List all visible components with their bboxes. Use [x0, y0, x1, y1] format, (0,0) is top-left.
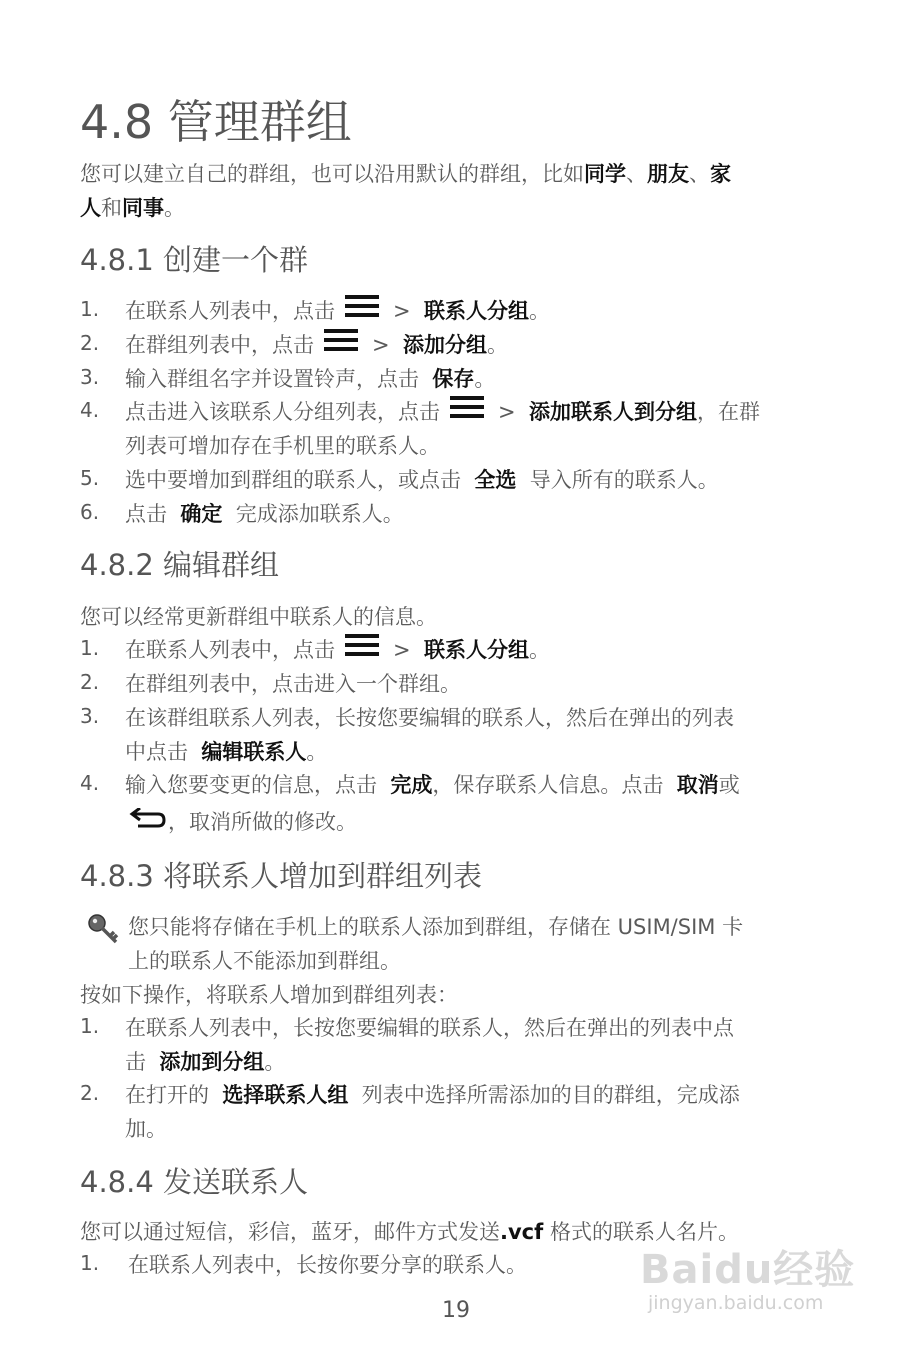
item-text: 点击进入该联系人分组列表，点击 [125, 400, 440, 424]
item-post: 。 [528, 299, 550, 323]
watermark-url: jingyan.baidu.com [648, 1292, 824, 1314]
baidu-watermark [640, 1238, 856, 1314]
item-bold: 添加联系人到分组 [528, 400, 697, 424]
intro-sep: 、 [626, 162, 647, 186]
intro-paragraph [80, 158, 731, 188]
list-item [125, 1079, 740, 1109]
item-text: 选中要增加到群组的联系人，或点击 [125, 468, 461, 492]
item-bold: 取消 [676, 773, 719, 797]
item-text: 在联系人列表中，点击 [125, 299, 335, 323]
list-number: 1. [80, 636, 100, 660]
item-post: 完成添加联系人。 [235, 502, 404, 526]
intro-bold-family-cont: 人 [80, 196, 101, 220]
item-text: 在联系人列表中，点击 [125, 638, 335, 662]
list-number: 5. [80, 466, 100, 490]
menu-icon [345, 295, 379, 322]
watermark-logo-text: Baidu经验 [640, 1247, 856, 1293]
item-bold: 完成 [390, 773, 433, 797]
chevron-text: > [393, 299, 411, 323]
note-text: 您只能将存储在手机上的联系人添加到群组，存储在 USIM/SIM 卡 [128, 915, 744, 939]
item-post: 。 [474, 367, 496, 391]
item-text: ，取消所做的修改。 [168, 810, 357, 834]
list-number: 1. [80, 297, 100, 321]
list-item [125, 329, 508, 360]
section-heading-send: 4.8.4 发送联系人 [80, 1165, 309, 1199]
list-number: 2. [80, 670, 100, 694]
item-text: 中点击 [125, 740, 188, 764]
item-bold: 联系人分组 [423, 638, 529, 662]
section-intro: 按如下操作，将联系人增加到群组列表： [80, 983, 458, 1007]
back-icon [128, 808, 168, 839]
intro-end: 。 [164, 196, 185, 220]
intro-bold-classmates: 同学 [584, 162, 626, 186]
item-bold: 保存 [432, 367, 475, 391]
item-bold: 确定 [180, 502, 223, 526]
list-item-continuation [125, 1046, 285, 1076]
item-text: 在群组列表中，点击 [125, 333, 314, 357]
section-heading-create: 4.8.1 创建一个群 [80, 243, 309, 277]
item-bold: 添加分组 [402, 333, 487, 357]
key-icon [86, 912, 122, 952]
intro-bold-family: 家 [710, 162, 731, 186]
list-number: 2. [80, 1081, 100, 1105]
section-heading-edit: 4.8.2 编辑群组 [80, 548, 280, 582]
item-post: 或 [718, 773, 740, 797]
item-bold: 全选 [474, 468, 517, 492]
menu-icon [345, 634, 379, 661]
item-post: ，在群 [696, 400, 760, 424]
list-item: 在群组列表中，点击进入一个群组。 [125, 672, 461, 696]
intro-paragraph-line2 [80, 192, 185, 222]
list-number: 2. [80, 331, 100, 355]
list-item [125, 396, 760, 427]
item-post: 。 [486, 333, 508, 357]
list-number: 1. [80, 1251, 100, 1275]
item-post: 导入所有的联系人。 [529, 468, 719, 492]
intro-bold-friends: 朋友 [647, 162, 689, 186]
item-mid: ，保存联系人信息。点击 [432, 773, 664, 797]
menu-icon [450, 396, 484, 423]
section-heading-add-to-group: 4.8.3 将联系人增加到群组列表 [80, 859, 483, 893]
intro-bold-colleagues: 同事 [122, 196, 164, 220]
list-item [125, 363, 495, 393]
list-item [125, 498, 404, 528]
list-item-continuation: 列表可增加存在手机里的联系人。 [125, 434, 440, 458]
item-post: 。 [264, 1050, 286, 1074]
list-item [125, 769, 740, 799]
list-item-continuation [128, 806, 357, 839]
item-bold: 选择联系人组 [222, 1083, 349, 1107]
section-intro: 您可以经常更新群组中联系人的信息。 [80, 605, 437, 629]
list-item [125, 464, 719, 494]
intro-sep: 、 [689, 162, 710, 186]
item-bold: 联系人分组 [423, 299, 529, 323]
chevron-text: > [498, 400, 516, 424]
item-post: 。 [528, 638, 550, 662]
chevron-text: > [393, 638, 411, 662]
list-number: 3. [80, 704, 100, 728]
item-post: 列表中选择所需添加的目的群组，完成添 [361, 1083, 740, 1107]
list-number: 1. [80, 1014, 100, 1038]
item-text: 在打开的 [125, 1083, 209, 1107]
item-text: 点击 [125, 502, 167, 526]
item-bold: 添加到分组 [159, 1050, 265, 1074]
page-title: 4.8 管理群组 [80, 95, 352, 149]
intro-post: 格式的联系人名片。 [549, 1220, 739, 1244]
intro-text: 您可以建立自己的群组，也可以沿用默认的群组，比如 [80, 162, 584, 186]
list-item: 在联系人列表中，长按你要分享的联系人。 [128, 1253, 527, 1277]
intro-bold-vcf: .vcf [500, 1220, 544, 1244]
item-text: 输入群组名字并设置铃声，点击 [125, 367, 419, 391]
intro-text: 您可以通过短信，彩信，蓝牙，邮件方式发送 [80, 1220, 500, 1244]
list-item-continuation: 加。 [125, 1117, 167, 1141]
list-item: 在该群组联系人列表，长按您要编辑的联系人，然后在弹出的列表 [125, 706, 734, 730]
list-item-continuation [125, 736, 327, 766]
note-text: 上的联系人不能添加到群组。 [128, 949, 401, 973]
list-item [125, 634, 550, 665]
item-text: 输入您要变更的信息，点击 [125, 773, 377, 797]
item-post: 。 [306, 740, 328, 764]
list-number: 4. [80, 771, 100, 795]
item-bold: 编辑联系人 [201, 740, 307, 764]
intro-and: 和 [101, 196, 122, 220]
menu-icon [324, 329, 358, 356]
page-number: 19 [442, 1298, 470, 1323]
list-item: 在联系人列表中，长按您要编辑的联系人，然后在弹出的列表中点 [125, 1016, 734, 1040]
list-number: 3. [80, 365, 100, 389]
list-number: 6. [80, 500, 100, 524]
list-item [125, 295, 550, 326]
list-number: 4. [80, 398, 100, 422]
item-text: 击 [125, 1050, 146, 1074]
chevron-text: > [372, 333, 390, 357]
